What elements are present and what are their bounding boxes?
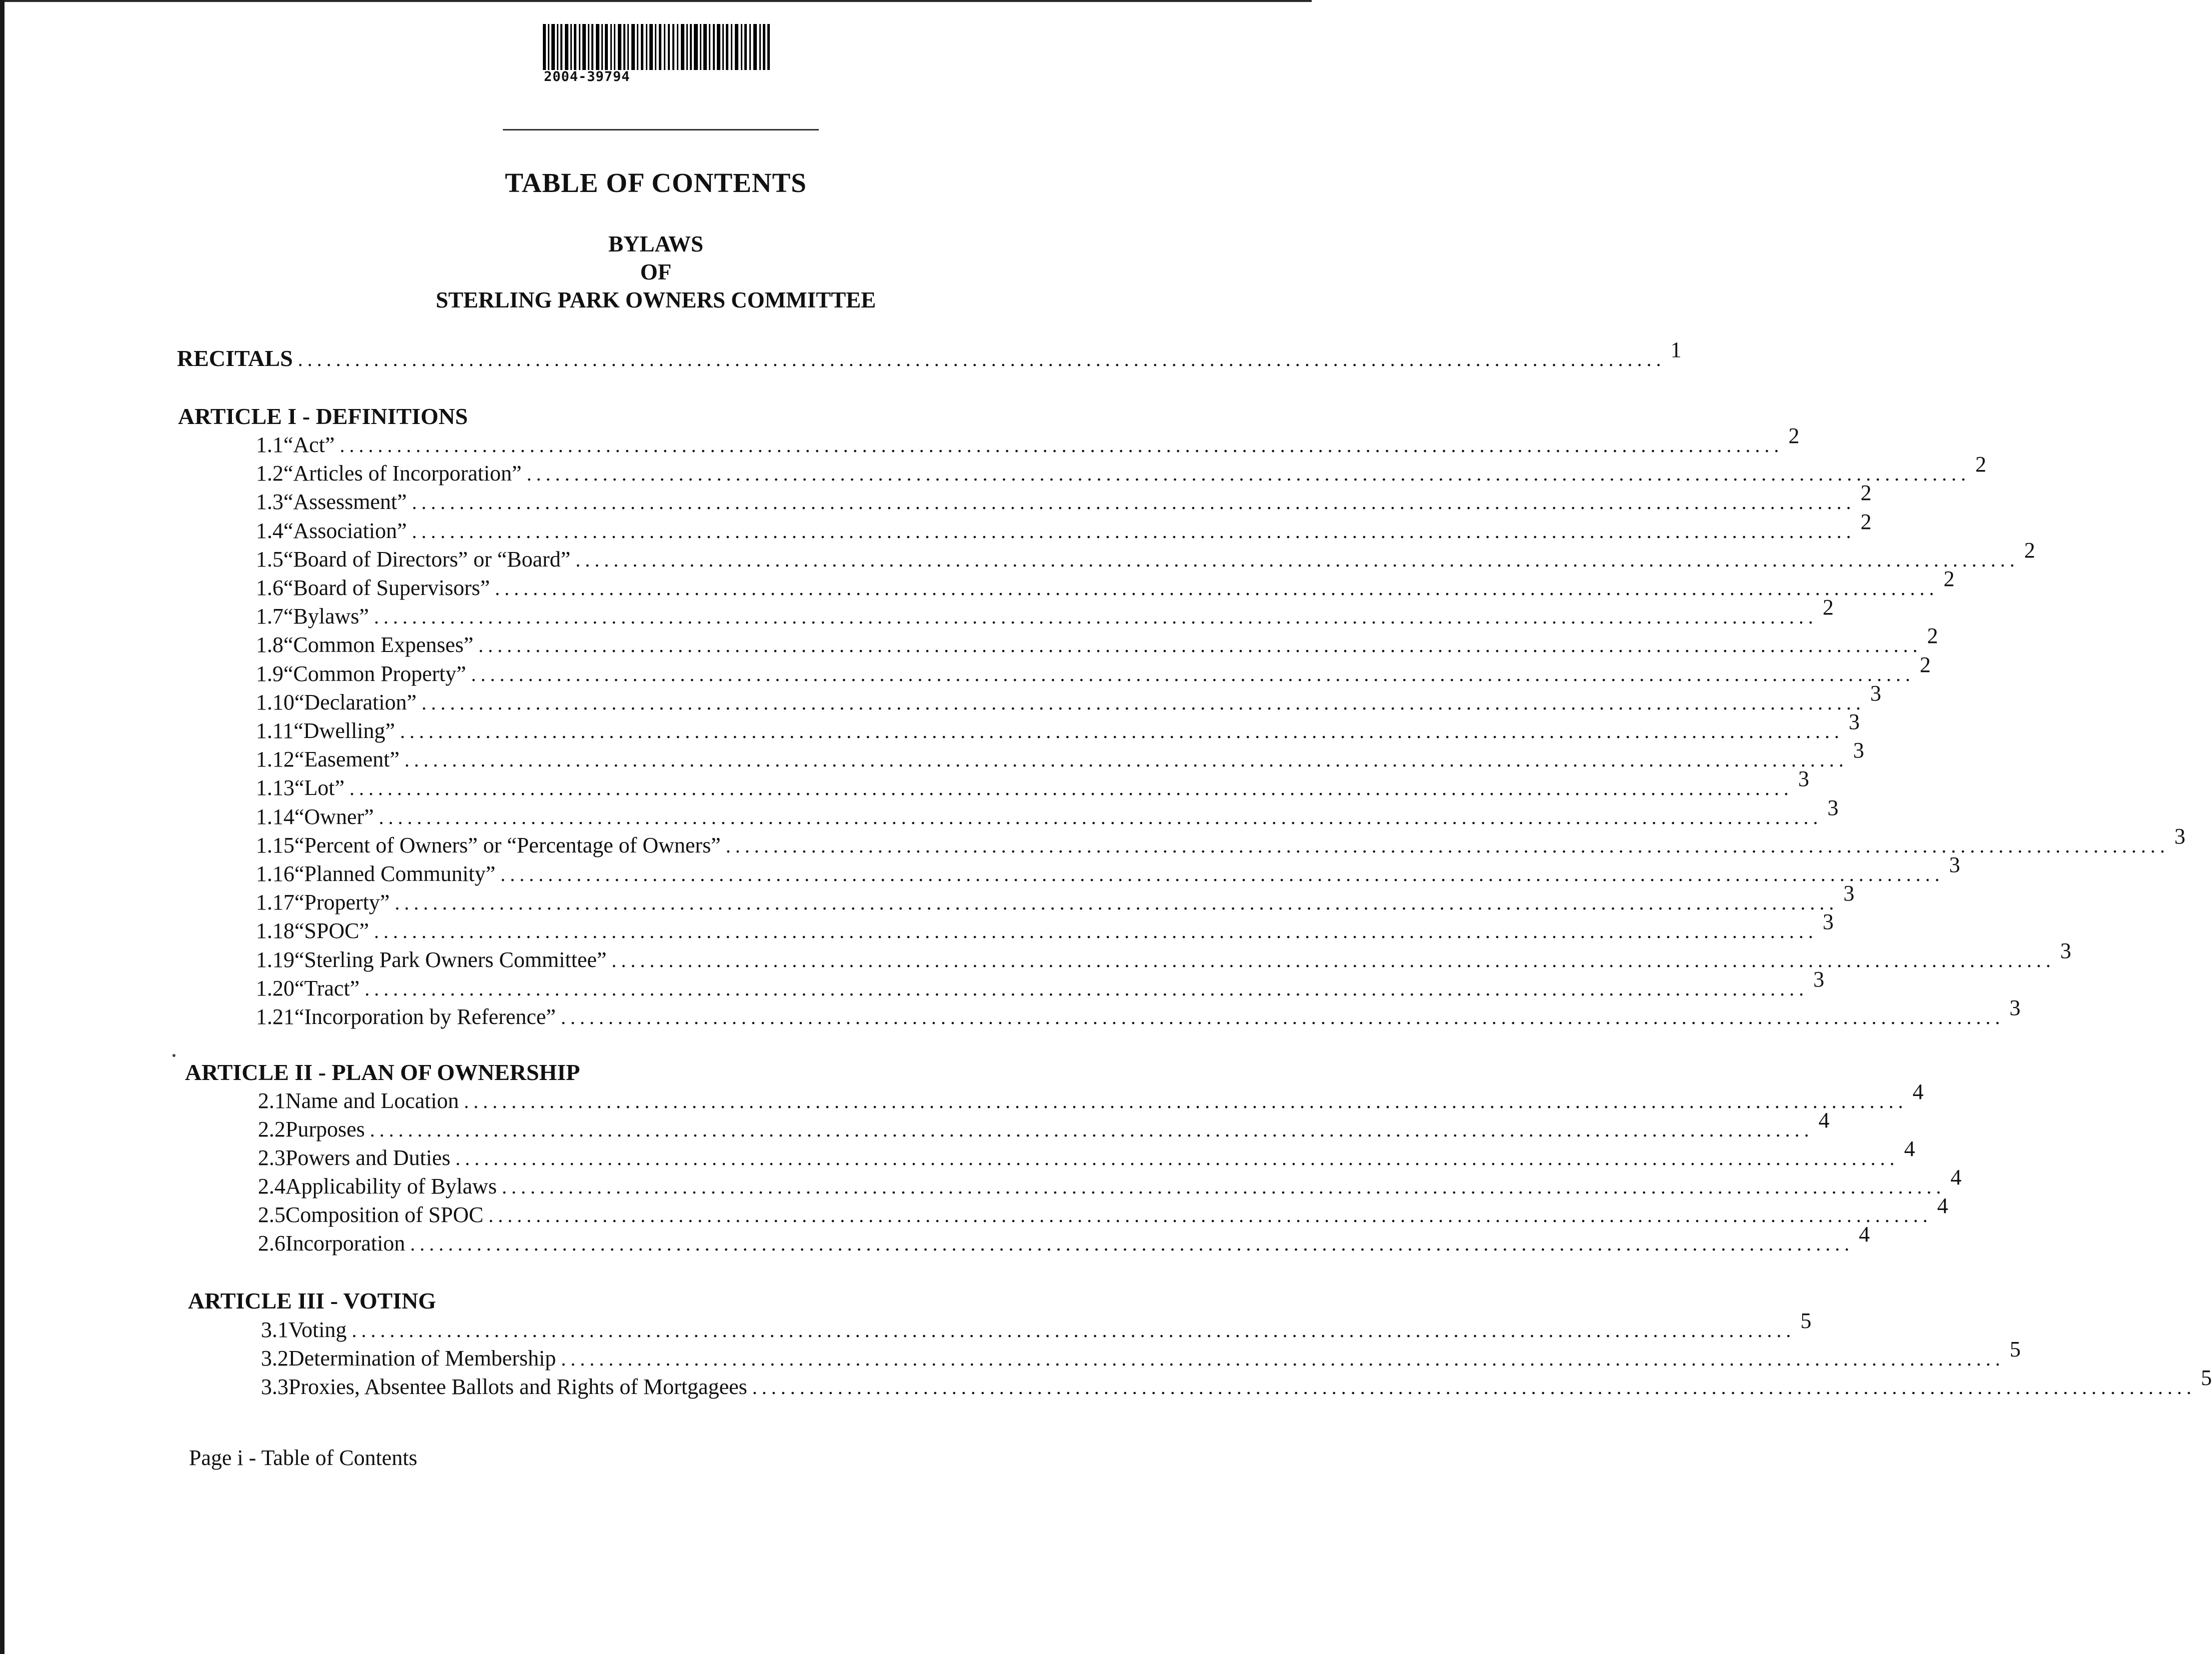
dot-leader: ........................................................................................................................................................: [351, 1319, 1796, 1342]
toc-entry: [256, 452, 1987, 486]
dot-leader: ........................................................................................................................................................: [404, 748, 1849, 772]
toc-entry: [256, 881, 1855, 915]
toc-entry: [256, 966, 1825, 1001]
toc-entry: [261, 1308, 1812, 1342]
scan-top-edge: [0, 0, 1312, 2]
dot-leader: ........................................................................................................................................................: [411, 520, 1856, 542]
toc-entry: [258, 1222, 1870, 1256]
toc-entry-number: 2.1: [258, 1088, 285, 1113]
dot-leader: ........................................................................................................................................................: [463, 1090, 1908, 1112]
toc-entry: [256, 680, 1882, 715]
toc-entry-page: 3: [1849, 710, 1860, 734]
toc-entry-number: 1.5: [256, 546, 283, 572]
barcode-image: [543, 24, 770, 70]
toc-entry-number: 1.4: [256, 518, 283, 543]
dot-leader: ........................................................................................................................................................: [455, 1147, 1899, 1170]
toc-entry-page: 2: [1860, 509, 1872, 534]
page-footer: Page i - Table of Contents: [189, 1446, 417, 1470]
toc-entry-label: Proxies, Absentee Ballots and Rights of Mortgagees: [288, 1374, 747, 1399]
toc-entry-page: 4: [1904, 1136, 1915, 1161]
toc-entry-number: 1.18: [256, 918, 294, 944]
toc-entry: [256, 624, 1939, 658]
toc-entry: [261, 1366, 2212, 1400]
toc-entry-number: 3.2: [261, 1346, 288, 1370]
toc-entry-label: “Association”: [283, 518, 407, 543]
toc-entry-page: 2: [2024, 538, 2036, 562]
subtitle-line-2: OF: [640, 260, 672, 284]
page-title: TABLE OF CONTENTS: [505, 168, 807, 198]
article-2-heading: ARTICLE II - PLAN OF OWNERSHIP: [185, 1060, 580, 1085]
dot-leader: ........................................................................................................................................................: [339, 434, 1784, 456]
toc-entry-page: 5: [2201, 1366, 2212, 1390]
toc-entry: [256, 509, 1872, 544]
toc-entry-page: 4: [1950, 1165, 1962, 1190]
toc-entry-recitals: [177, 338, 1682, 372]
toc-entry-label: Powers and Duties: [285, 1146, 450, 1170]
toc-entry-label: “Tract”: [294, 976, 360, 1000]
toc-entry-label: Determination of Membership: [288, 1346, 556, 1370]
toc-entry: [258, 1080, 1924, 1114]
toc-entry: [256, 824, 2186, 858]
toc-entry: [256, 566, 1955, 600]
subtitle-line-1: BYLAWS: [608, 232, 704, 256]
toc-entry-page: 2: [1788, 424, 1800, 448]
toc-entry-label: Composition of SPOC: [285, 1202, 484, 1227]
toc-entry-label: Incorporation: [285, 1231, 405, 1256]
toc-entry-page: 2: [1975, 452, 1987, 477]
dot-leader: ........................................................................................................................................................: [501, 1176, 1946, 1198]
toc-entry: [256, 852, 1961, 886]
toc-entry-page: 3: [1853, 738, 1865, 763]
toc-entry-label: “Act”: [283, 432, 335, 457]
toc-entry: [256, 938, 2072, 972]
toc-entry-page: 3: [1949, 852, 1961, 877]
toc-entry-number: 1.6: [256, 576, 283, 600]
toc-entry-number: 3.1: [261, 1318, 288, 1342]
toc-entry-page: 4: [1859, 1222, 1870, 1246]
toc-entry-number: 2.4: [258, 1174, 285, 1198]
toc-entry-number: 1.10: [256, 690, 294, 714]
dot-leader: ........................................................................................................................................................: [611, 948, 2056, 972]
toc-entry-page: 3: [1823, 910, 1834, 934]
toc-entry-label: “Board of Directors” or “Board”: [283, 546, 571, 572]
toc-entry-number: 1.11: [256, 718, 294, 743]
toc-entry-number: 1.16: [256, 862, 294, 886]
toc-entry-label: “Common Property”: [283, 661, 466, 686]
toc-entry-page: 1: [1670, 338, 1682, 362]
toc-entry: [256, 996, 2021, 1030]
dot-leader: ........................................................................................................................................................: [374, 606, 1818, 628]
article-3-heading: ARTICLE III - VOTING: [188, 1288, 436, 1314]
toc-entry-page: 2: [1927, 624, 1939, 648]
dot-leader: ........................................................................................................................................................: [478, 634, 1923, 657]
toc-entry-number: 1.13: [256, 776, 294, 800]
toc-entry-label: Purposes: [285, 1117, 365, 1142]
dot-leader: ........................................................................................................................................................: [374, 920, 1818, 943]
toc-entry-label: “Board of Supervisors”: [283, 576, 490, 600]
dot-leader: ........................................................................................................................................................: [495, 577, 1939, 600]
toc-entry-number: 1.9: [256, 661, 283, 686]
article-1-heading: ARTICLE I - DEFINITIONS: [178, 404, 468, 429]
toc-entry-number: 1.1: [256, 432, 283, 457]
toc-entry-page: 3: [1870, 680, 1882, 706]
toc-entry-number: 1.19: [256, 947, 294, 972]
dot-leader: ........................................................................................................................................................: [349, 777, 1794, 800]
toc-entry-label: “Assessment”: [283, 490, 407, 514]
toc-entry-page: 5: [1800, 1308, 1812, 1333]
toc-entry-label: “SPOC”: [294, 918, 369, 944]
toc-entry-label: RECITALS: [177, 346, 293, 371]
toc-entry-label: Name and Location: [285, 1088, 459, 1113]
toc-entry: [256, 538, 2036, 572]
horizontal-rule: [503, 129, 819, 130]
dot-leader: ........................................................................................................................................................: [364, 977, 1809, 1000]
toc-entry-page: 2: [1823, 595, 1834, 620]
toc-entry-number: 2.2: [258, 1117, 285, 1142]
barcode-number: 2004-39794: [544, 69, 630, 84]
toc-entry: [256, 710, 1860, 744]
toc-entry-label: “Declaration”: [294, 690, 417, 714]
toc-entry: [256, 424, 1800, 458]
dot-leader: ........................................................................................................................................................: [725, 834, 2170, 857]
toc-entry-label: “Sterling Park Owners Committee”: [294, 947, 607, 972]
toc-entry-number: 1.8: [256, 632, 283, 658]
toc-entry: [256, 738, 1865, 772]
dot-leader: ........................................................................................................................................................: [752, 1376, 2196, 1398]
toc-entry-number: 1.12: [256, 747, 294, 772]
dot-leader: ........................................................................................................................................................: [394, 892, 1839, 914]
toc-entry-number: 1.3: [256, 490, 283, 514]
toc-entry-label: “Property”: [294, 890, 390, 915]
dot-leader: ........................................................................................................................................................: [471, 662, 1915, 686]
toc-entry: [256, 795, 1839, 830]
toc-entry-page: 3: [1827, 795, 1839, 820]
toc-entry-page: 2: [1920, 652, 1931, 677]
toc-entry: [256, 595, 1834, 629]
toc-entry-number: 1.14: [256, 804, 294, 829]
toc-entry-label: “Easement”: [294, 747, 400, 772]
toc-entry-number: 1.20: [256, 976, 294, 1000]
dot-leader: ........................................................................................................................................................: [410, 1232, 1854, 1255]
dot-leader: ........................................................................................................................................................: [421, 691, 1866, 714]
dot-leader: ........................................................................................................................................................: [575, 548, 2020, 571]
toc-entry: [258, 1108, 1830, 1142]
toc-entry: [258, 1136, 1915, 1170]
toc-entry: [256, 652, 1931, 686]
toc-entry-page: 3: [1813, 966, 1825, 992]
toc-entry-page: 5: [2010, 1337, 2021, 1362]
toc-entry: [258, 1194, 1949, 1228]
dot-leader: ........................................................................................................................................................: [400, 720, 1844, 742]
dot-leader: ........................................................................................................................................................: [488, 1204, 1933, 1226]
toc-entry-page: 4: [1937, 1194, 1949, 1218]
toc-entry: [256, 766, 1810, 800]
toc-entry-page: 3: [1843, 881, 1855, 906]
scan-speck: [172, 1054, 175, 1057]
toc-entry-label: “Planned Community”: [294, 862, 496, 886]
toc-entry-page: 3: [2009, 996, 2021, 1020]
dot-leader: ........................................................................................................................................................: [369, 1118, 1814, 1141]
toc-entry: [256, 910, 1834, 944]
toc-entry-number: 3.3: [261, 1374, 288, 1399]
toc-entry-page: 3: [2174, 824, 2186, 848]
toc-entry-label: “Lot”: [294, 776, 345, 800]
toc-entry-number: 2.3: [258, 1146, 285, 1170]
toc-entry-page: 4: [1818, 1108, 1830, 1132]
toc-entry-label: “Incorporation by Reference”: [294, 1004, 556, 1029]
toc-entry-number: 1.21: [256, 1004, 294, 1029]
toc-entry-number: 1.17: [256, 890, 294, 915]
dot-leader: ........................................................................................................................................................: [526, 462, 1971, 486]
toc-entry-label: Applicability of Bylaws: [285, 1174, 497, 1198]
toc-entry-label: “Articles of Incorporation”: [283, 461, 522, 486]
dot-leader: ........................................................................................................................................................: [500, 863, 1945, 886]
toc-entry-page: 4: [1912, 1080, 1924, 1104]
subtitle-line-3: STERLING PARK OWNERS COMMITTEE: [435, 288, 876, 312]
toc-entry-number: 2.5: [258, 1202, 285, 1227]
toc-entry: [256, 480, 1872, 514]
toc-entry: [261, 1337, 2021, 1371]
toc-entry-page: 2: [1860, 480, 1872, 506]
toc-entry-label: “Dwelling”: [293, 718, 395, 743]
dot-leader: ................................................................................................................................................: [297, 348, 1666, 370]
toc-entry-label: “Percent of Owners” or “Percentage of Owners”: [294, 832, 721, 858]
toc-entry-page: 3: [1798, 766, 1810, 792]
toc-entry-number: 2.6: [258, 1231, 285, 1256]
toc-entry: [258, 1165, 1962, 1199]
toc-entry-number: 1.7: [256, 604, 283, 629]
toc-entry-number: 1.2: [256, 461, 283, 486]
dot-leader: ........................................................................................................................................................: [411, 491, 1856, 514]
toc-entry-label: “Bylaws”: [283, 604, 369, 629]
toc-entry-page: 3: [2060, 938, 2072, 963]
dot-leader: ........................................................................................................................................................: [560, 1006, 2005, 1028]
dot-leader: ........................................................................................................................................................: [378, 806, 1823, 828]
toc-entry-number: 1.15: [256, 832, 294, 858]
dot-leader: ........................................................................................................................................................: [561, 1348, 2005, 1370]
toc-entry-label: Voting: [288, 1318, 347, 1342]
toc-entry-label: “Common Expenses”: [283, 632, 474, 658]
toc-entry-page: 2: [1944, 566, 1955, 591]
toc-entry-label: “Owner”: [294, 804, 374, 829]
